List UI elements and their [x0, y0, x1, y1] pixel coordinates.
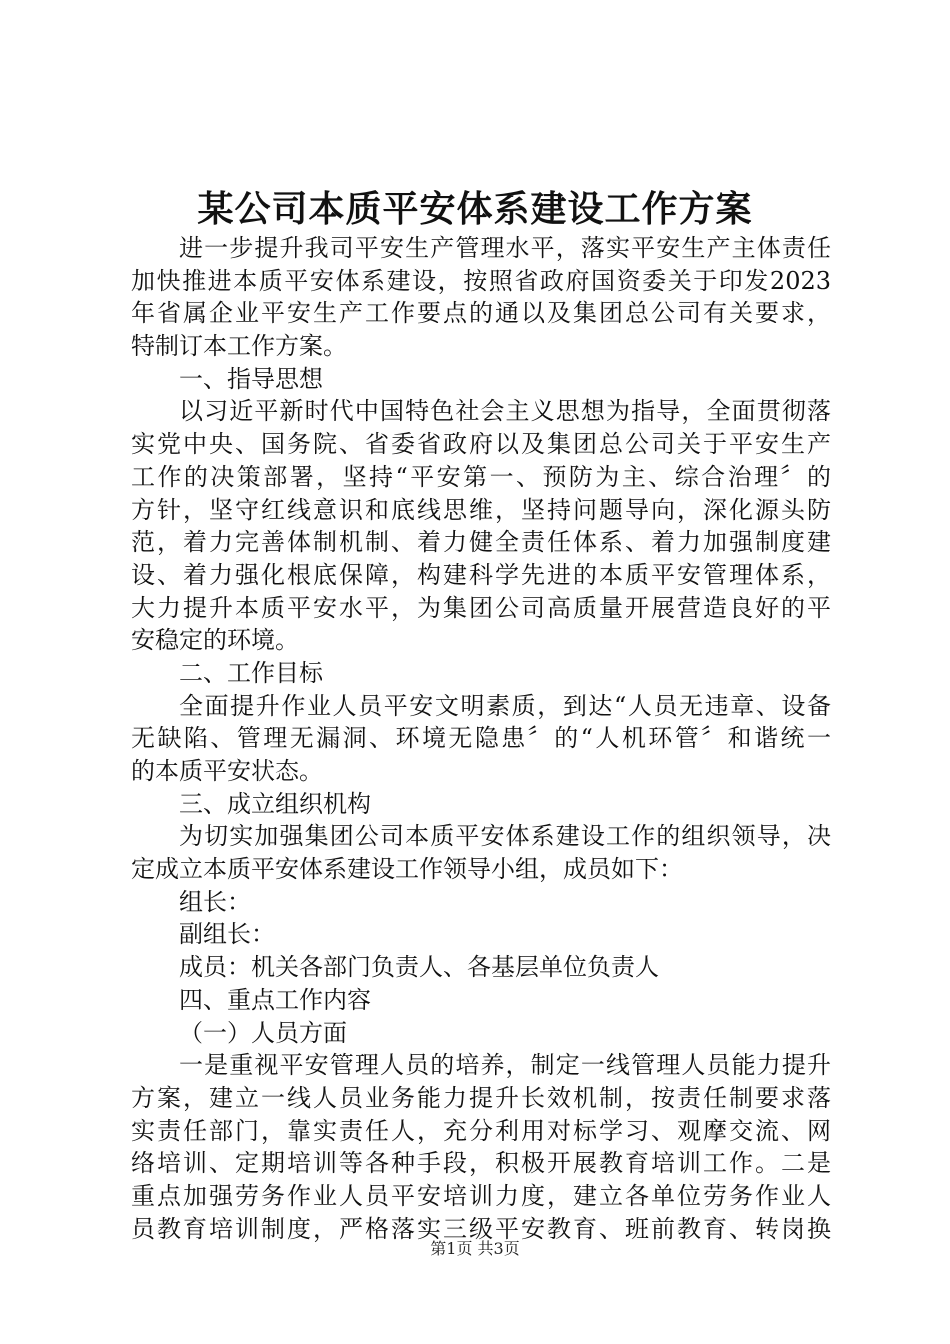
text-line: 安稳定的环境。	[131, 626, 299, 655]
text-line: 二、工作目标	[179, 658, 323, 687]
text-line: 年省属企业平安生产工作要点的通以及集团总公司有关要求，	[131, 299, 831, 328]
text-line: 三、成立组织机构	[179, 789, 371, 818]
text-line: 的本质平安状态。	[131, 757, 323, 785]
text-line: 员教育培训制度，严格落实三级平安教育、班前教育、转岗换	[131, 1214, 831, 1243]
page-footer: 第1页 共3页	[430, 1239, 520, 1258]
text-line: 大力提升本质平安水平，为集团公司高质量开展营造良好的平	[131, 593, 831, 622]
text-line: 设、着力强化根底保障，构建科学先进的本质平安管理体系，	[131, 560, 831, 589]
text-line: 工作的决策部署，坚持“平安第一、预防为主、综合治理〞的	[131, 462, 831, 491]
text-line: 一是重视平安管理人员的培养，制定一线管理人员能力提升	[179, 1051, 831, 1080]
text-line: 方案，建立一线人员业务能力提升长效机制，按责任制要求落	[131, 1083, 831, 1112]
text-line: 全面提升作业人员平安文明素质，到达“人员无违章、设备	[179, 691, 831, 720]
text-line: 重点加强劳务作业人员平安培训力度，建立各单位劳务作业人	[131, 1181, 831, 1210]
text-line: 成员：机关各部门负责人、各基层单位负责人	[179, 953, 659, 982]
text-line: 络培训、定期培训等各种手段，积极开展教育培训工作。二是	[131, 1149, 831, 1178]
text-line: 进一步提升我司平安生产管理水平，落实平安生产主体责任	[179, 234, 831, 262]
text-line: （一）人员方面	[179, 1018, 347, 1047]
text-line: 范，着力完善体制机制、着力健全责任体系、着力加强制度建	[131, 528, 831, 557]
text-line: 加快推进本质平安体系建设，按照省政府国资委关于印发2023	[131, 266, 831, 295]
text-line: 方针，坚守红线意识和底线思维，坚持问题导向，深化源头防	[131, 495, 831, 524]
text-line: 无缺陷、管理无漏洞、环境无隐患〞的“人机环管〞和谐统一	[131, 724, 831, 753]
text-line: 组长：	[179, 887, 251, 916]
text-line: 以习近平新时代中国特色社会主义思想为指导，全面贯彻落	[179, 397, 831, 426]
text-line: 实党中央、国务院、省委省政府以及集团总公司关于平安生产	[131, 430, 831, 459]
text-line: 副组长：	[179, 920, 275, 949]
document-title: 某公司本质平安体系建设工作方案	[197, 188, 753, 230]
document-body	[131, 232, 831, 1245]
text-line: 一、指导思想	[179, 364, 323, 393]
text-line: 实责任部门，靠实责任人，充分利用对标学习、观摩交流、网	[131, 1116, 831, 1145]
text-line: 定成立本质平安体系建设工作领导小组，成员如下：	[131, 855, 683, 884]
text-line: 四、重点工作内容	[179, 985, 371, 1014]
text-line: 特制订本工作方案。	[131, 332, 347, 361]
text-line: 为切实加强集团公司本质平安体系建设工作的组织领导，决	[179, 822, 831, 851]
